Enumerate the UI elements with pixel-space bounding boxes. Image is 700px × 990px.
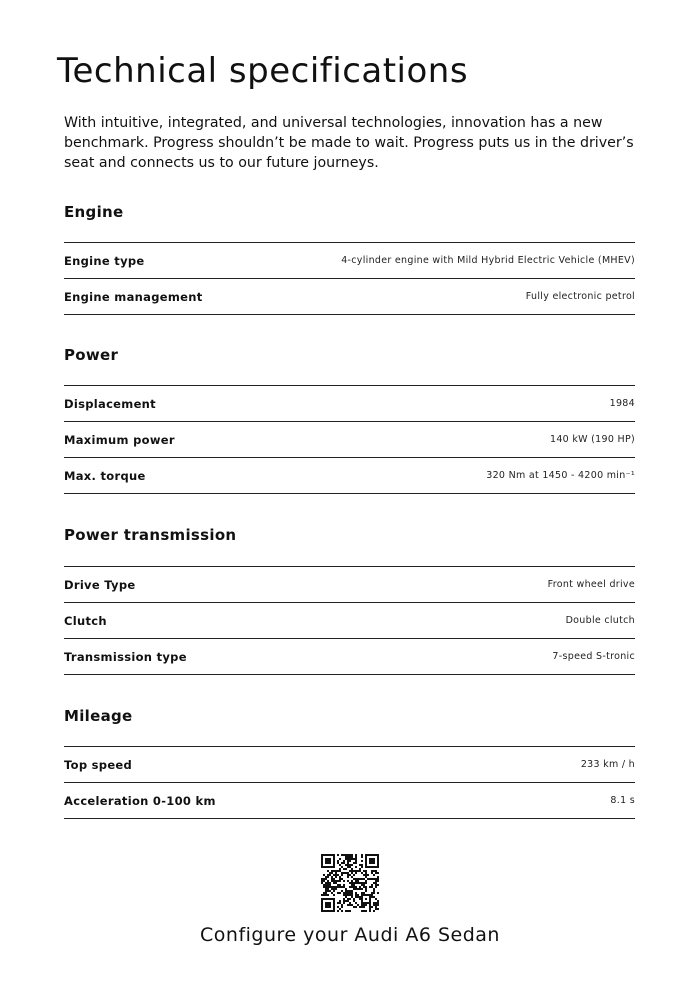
spec-label: Maximum power bbox=[64, 432, 175, 447]
section-title-engine: Engine bbox=[64, 203, 124, 221]
table-row bbox=[64, 279, 635, 315]
spec-table-mileage bbox=[64, 746, 635, 819]
table-row bbox=[64, 747, 635, 783]
spec-value: 7-speed S-tronic bbox=[552, 651, 635, 662]
spec-label: Drive Type bbox=[64, 577, 136, 592]
table-row bbox=[64, 603, 635, 639]
spec-table-power-transmission bbox=[64, 566, 635, 675]
spec-value: 8.1 s bbox=[610, 795, 635, 806]
spec-label: Transmission type bbox=[64, 649, 187, 664]
spec-value: 140 kW (190 HP) bbox=[549, 434, 635, 445]
intro-paragraph: With intuitive, integrated, and universal technologies, innovation has a new benchmark. Progress shouldn’t be made to wait. Progress puts us in the driver’s seat and connects us to our future journeys. bbox=[64, 115, 634, 171]
table-row bbox=[64, 422, 635, 458]
spec-value: 1984 bbox=[609, 398, 635, 409]
table-row bbox=[64, 243, 635, 279]
table-row bbox=[64, 783, 635, 819]
spec-label: Clutch bbox=[64, 613, 107, 628]
qr-code-icon[interactable] bbox=[321, 854, 379, 912]
configure-link[interactable]: Configure your Audi A6 Sedan bbox=[200, 924, 500, 946]
spec-value: Front wheel drive bbox=[547, 579, 635, 590]
spec-table-power bbox=[64, 385, 635, 494]
spec-label: Engine management bbox=[64, 289, 203, 304]
page-title: Technical specifications bbox=[57, 51, 469, 91]
table-row bbox=[64, 386, 635, 422]
table-row bbox=[64, 639, 635, 675]
spec-table-engine bbox=[64, 242, 635, 315]
spec-label: Displacement bbox=[64, 396, 156, 411]
spec-label: Engine type bbox=[64, 253, 145, 268]
spec-value: Fully electronic petrol bbox=[525, 291, 635, 302]
spec-label: Acceleration 0-100 km bbox=[64, 793, 216, 808]
section-title-mileage: Mileage bbox=[64, 707, 133, 725]
spec-label: Max. torque bbox=[64, 468, 146, 483]
spec-label: Top speed bbox=[64, 757, 133, 772]
spec-value: 320 Nm at 1450 - 4200 min⁻¹ bbox=[486, 470, 635, 481]
spec-value: Double clutch bbox=[565, 615, 635, 626]
spec-value: 233 km / h bbox=[580, 759, 635, 770]
section-title-power: Power bbox=[64, 346, 119, 364]
spec-value: 4-cylinder engine with Mild Hybrid Electric Vehicle (MHEV) bbox=[341, 255, 635, 266]
table-row bbox=[64, 567, 635, 603]
table-row bbox=[64, 458, 635, 494]
section-title-power-transmission: Power transmission bbox=[64, 526, 237, 544]
